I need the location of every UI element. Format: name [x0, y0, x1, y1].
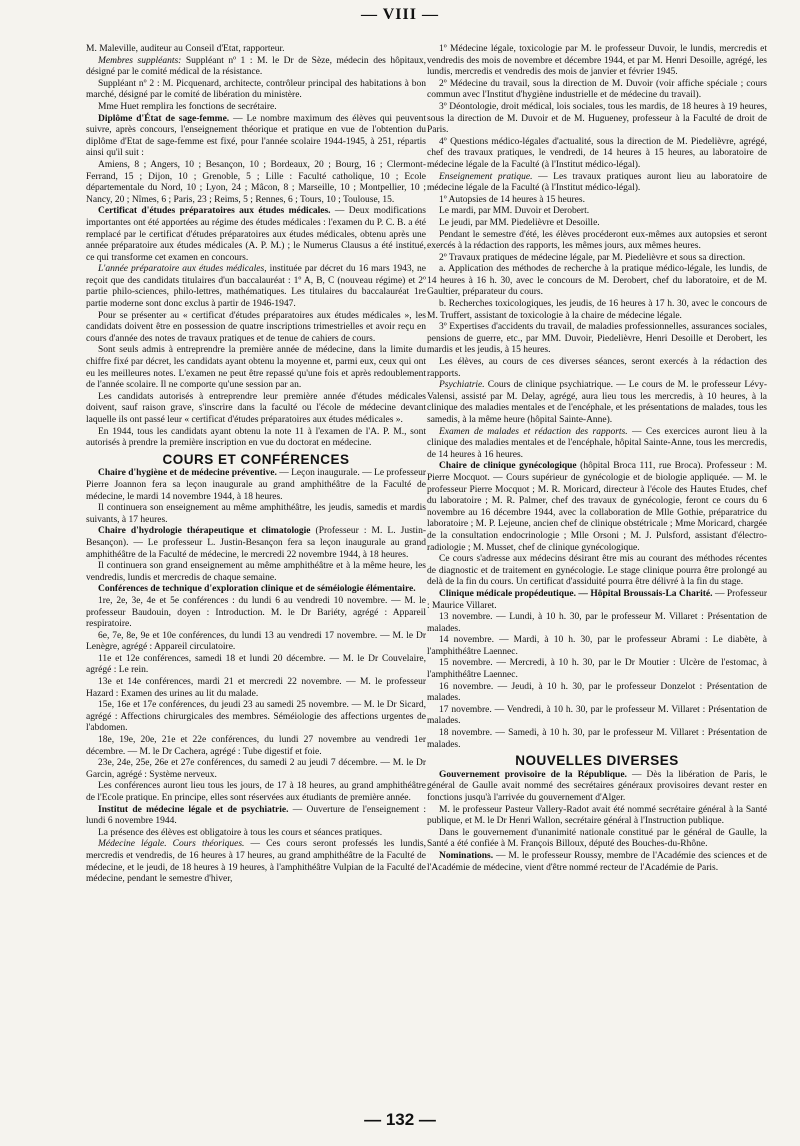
- paragraph-heading: Gouvernement provisoire de la République.: [439, 769, 627, 780]
- paragraph: [86, 311, 426, 346]
- paragraph-text: 3º Expertises d'accidents du travail, de maladies professionnelles, assurances sociales, pensions de guerre, etc., par MM. Duvoir, Piedelièvre, Henri Desoille et Derobert, les mardis et les jeudis, à 15 heures.: [427, 322, 767, 356]
- paragraph-heading: Diplôme d'État de sage-femme.: [98, 113, 230, 124]
- paragraph-text: 15 novembre. — Mercredi, à 10 h. 30, par le Dr Moutier : Ulcère de l'estomac, à l'amphithéâtre Laennec.: [427, 658, 767, 681]
- paragraph-text: — Ces cours seront professés les lundis, mercredis et vendredis, de 16 heures à 17 heures, au grand amphithéâtre de la Faculté de médecine, et le jeudi, de 18 heures à 19 heures, à l'amphithéâtre Vulpian de la Faculté de médecine, pendant le semestre d'hiver,: [86, 839, 426, 885]
- paragraph-italic-heading: Membres suppléants:: [98, 55, 182, 66]
- paragraph: [427, 230, 767, 253]
- paragraph: [427, 805, 767, 828]
- paragraph: [427, 44, 767, 79]
- paragraph: [86, 160, 426, 206]
- paragraph: [427, 253, 767, 265]
- paragraph: [427, 658, 767, 681]
- paragraph: [86, 468, 426, 503]
- paragraph: [86, 114, 426, 160]
- paragraph: [86, 805, 426, 828]
- paragraph: [427, 357, 767, 380]
- paragraph-italic-heading: L'année préparatoire aux études médicales,: [98, 264, 267, 275]
- paragraph-text: — Professeur : Maurice Villaret.: [427, 588, 767, 611]
- paragraph-text: b. Recherches toxicologiques, les jeudis, de 16 heures à 17 h. 30, avec le concours de M. Truffert, assistant de toxicologie à la chaire de médecine légale.: [427, 299, 767, 321]
- paragraph-text: Dans le gouvernement d'unanimité nationale constitué par le général de Gaulle, la Santé a été confiée à M. François Billoux, député des Bouches-du-Rhône.: [427, 827, 767, 850]
- paragraph: [86, 102, 426, 114]
- paragraph: [427, 172, 767, 195]
- paragraph-text: Mme Huet remplira les fonctions de secrétaire.: [98, 101, 277, 112]
- paragraph-text: M. Maleville, auditeur au Conseil d'Etat, rapporteur.: [86, 44, 285, 54]
- paragraph-text: a. Application des méthodes de recherche à la pratique médico-légale, les lundis, de 14 heures à 16 h. 30, avec le concours de M. Derobert, chef du laboratoire, et de M. Gaultier, préparateur du cours.: [427, 264, 767, 298]
- paragraph-italic-heading: Examen de malades et rédaction des rapports.: [439, 426, 628, 437]
- paragraph-text: Les candidats autorisés à entreprendre leur première année d'études médicales doivent, sauf raison grave, s'inscrire dans la faculté ou l'école de médecine devant laquelle ils ont passé leur « certificat d'études préparatoires aux études médicales ».: [86, 391, 426, 425]
- paragraph-italic-heading: Médecine légale. Cours théoriques.: [98, 839, 245, 850]
- paragraph: [427, 728, 767, 751]
- paragraph-text: — M. le professeur Roussy, membre de l'Académie des sciences et de l'Académie de médecine, vient d'être nommé recteur de l'Académie de Paris.: [427, 850, 767, 873]
- paragraph: [86, 735, 426, 758]
- paragraph-heading: Conférences de technique d'exploration clinique et de séméiologie élémentaire.: [98, 584, 416, 595]
- paragraph-italic-heading: Psychiatrie.: [439, 380, 485, 391]
- paragraph-heading: Certificat d'études préparatoires aux études médicales.: [98, 206, 331, 217]
- paragraph: [86, 206, 426, 264]
- paragraph-text: En 1944, tous les candidats ayant obtenu la note 11 à l'examen de l'A. P. M., sont autorisés à prendre la première inscription en vue du doctorat en médecine.: [86, 426, 426, 449]
- paragraph-text: 18 novembre. — Samedi, à 10 h. 30, par le professeur M. Villaret : Présentation de malades.: [427, 728, 767, 750]
- paragraph-heading: Chaire d'hydrologie thérapeutique et climatologie: [98, 526, 311, 537]
- paragraph-text: Sont seuls admis à entreprendre la première année de médecine, dans la limite du chiffre fixé par décret, les candidats ayant obtenu la moyenne et, parmi eux, ceux qui ont eu les meilleures notes. L'examen ne peut être repassé qu'une fois et après redoublement de l'année scolaire. Il ne comporte qu'une session par an.: [86, 345, 426, 391]
- section-title: NOUVELLES DIVERSES: [515, 753, 679, 769]
- paragraph-heading: Chaire d'hygiène et de médecine préventive.: [98, 468, 277, 479]
- paragraph: [86, 596, 426, 631]
- paragraph: [86, 345, 426, 391]
- paragraph: [86, 526, 426, 561]
- paragraph-text: Pour se présenter au « certificat d'études préparatoires aux études médicales », les candidats doivent être en possession de quatre inscriptions trimestrielles et avoir reçu en cours d'année des notes de travaux pratiques et de tenue de cahiers de cours.: [86, 310, 426, 344]
- paragraph-text: Les élèves, au cours de ces diverses séances, seront exercés à la rédaction des rapports.: [427, 357, 767, 379]
- paragraph-text: Suppléant nº 1 : M. le Dr de Sèze, médecin des hôpitaux, désigné par le comité médical de la résistance.: [86, 55, 426, 78]
- paragraph: [86, 839, 426, 885]
- left-column: [86, 44, 426, 1106]
- paragraph: [427, 322, 767, 357]
- paragraph-text: — Le nombre maximum des élèves qui peuvent suivre, après concours, l'enseignement théorique et pratique en vue de l'obtention du diplôme d'Etat de sage-femme est fixé, pour l'année scolaire 1944-1945, à 251, répartis ainsi qu'il suit :: [86, 113, 426, 159]
- paragraph: [86, 79, 426, 102]
- paragraph-text: 23e, 24e, 25e, 26e et 27e conférences, du samedi 2 au jeudi 7 décembre. — M. le Dr Garcin, agrégé : Système nerveux.: [86, 758, 426, 780]
- paragraph: [427, 79, 767, 102]
- paragraph-text: — Ces exercices auront lieu à la clinique des maladies mentales et de l'encéphale, hôpital Sainte-Anne, tous les mercredis, de 14 heures à 16 heures.: [427, 426, 767, 460]
- paragraph-text: 18e, 19e, 20e, 21e et 22e conférences, du lundi 27 novembre au vendredi 1er décembre. — M. le Dr Cachera, agrégé : Tube digestif et foie.: [86, 735, 426, 757]
- paragraph-text: Le mardi, par MM. Duvoir et Derobert.: [439, 206, 590, 217]
- paragraph-text: (hôpital Broca 111, rue Broca). Professeur : M. Pierre Mocquot. — Cours supérieur de gynécologie et de biologie appliquée. — M. le professeur Pierre Mocquot ; M. R. Moricard, directeur à l'école des Hautes Etudes, chef du laboratoire ; M. R. Palmer, chef des travaux de gynécologie, feront ce cours du 6 novembre au 16 décembre 1944, avec la collaboration de Mlle Gothie, préparatrice du laboratoire ; M. P. Lejeune, ancien chef de clinique obstétricale ; Mme Moricard, chargée de la consultation endocrinologie ; Mlle Orsoni ; M. J. Pulsford, assistant d'électro-radiologie ; M. Musset, chef de clinique gynécologique.: [427, 461, 767, 553]
- paragraph: [427, 612, 767, 635]
- paragraph: [86, 503, 426, 526]
- paragraph-italic-heading: Enseignement pratique.: [439, 171, 533, 182]
- paragraph: [427, 554, 767, 589]
- paragraph-text: — Dès la libération de Paris, le général de Gaulle avait nommé des secrétaires généraux provisoires devant rester en fonctions jusqu'à l'arrivée du gouvernement d'Alger.: [427, 769, 767, 803]
- paragraph: [427, 299, 767, 322]
- paragraph-text: 17 novembre. — Vendredi, à 10 h. 30, par le professeur M. Villaret : Présentation de malades.: [427, 704, 767, 727]
- page-number: — 132 —: [364, 1110, 436, 1129]
- paragraph: [86, 677, 426, 700]
- paragraph: [86, 781, 426, 804]
- paragraph-text: 15e, 16e et 17e conférences, du jeudi 23 au samedi 25 novembre. — M. le Dr Sicard, agrégé : Affections chirurgicales des membres. Séméiologie des affections urgentes de l'abdomen.: [86, 700, 426, 734]
- paragraph-text: — Ouverture de l'enseignement : lundi 6 novembre 1944.: [86, 804, 426, 827]
- paragraph-heading: Nominations.: [439, 850, 494, 861]
- paragraph-text: Il continuera son grand enseignement au même amphithéâtre et à la même heure, les vendredis, lundis et mercredis de chaque semaine.: [86, 561, 426, 583]
- paragraph-text: Il continuera son enseignement au même amphithéâtre, les jeudis, samedis et mardis suivants, à 17 heures.: [86, 503, 426, 525]
- paragraph-text: Suppléant nº 2 : M. Picquenard, architecte, contrôleur principal des habitations à bon marché, désigné par le comité de libération du ministère.: [86, 78, 426, 101]
- paragraph-heading: Chaire de clinique gynécologique: [439, 461, 577, 472]
- paragraph-heading: Institut de médecine légale et de psychiatrie.: [98, 804, 289, 815]
- paragraph-text: Ce cours s'adresse aux médecins désirant être mis au courant des méthodes récentes de diagnostic et de traitement en gynécologie. Le stage clinique pourra être prolongé au delà de la fin du cours. Un certificat d'assiduité pourra être délivré à la fin du stage.: [427, 554, 767, 588]
- paragraph-text: 13 novembre. — Lundi, à 10 h. 30, par le professeur M. Villaret : Présentation de malades.: [427, 612, 767, 634]
- paragraph-text: 1º Autopsies de 14 heures à 15 heures.: [439, 194, 585, 205]
- paragraph: [86, 758, 426, 781]
- paragraph-text: 6e, 7e, 8e, 9e et 10e conférences, du lundi 13 au vendredi 17 novembre. — M. le Dr Lenègre, agrégé : Appareil circulatoire.: [86, 630, 426, 653]
- paragraph-text: 3º Déontologie, droit médical, lois sociales, tous les mardis, de 18 heures à 19 heures, sous la direction de M. Duvoir et de M. Hugueney, professeur à la Faculté de droit de Paris.: [427, 101, 767, 136]
- paragraph: [427, 635, 767, 658]
- paragraph-text: (Professeur : M. L. Justin-Besançon). — Le professeur L. Justin-Besançon fera sa leçon inaugurale au grand amphithéâtre de la Faculté de médecine, le mercredi 22 novembre 1944, à 18 heures.: [86, 526, 426, 560]
- paragraph: [427, 102, 767, 137]
- paragraph: [427, 218, 767, 230]
- paragraph: [427, 461, 767, 554]
- paragraph: [86, 427, 426, 450]
- paragraph-text: instituée par décret du 16 mars 1943, ne reçoit que des candidats titulaires d'un baccalauréat : 1º A, B, C (nouveau régime) et 2º partie philo-sciences, philo-lettres, mathématiques. Les titulaires du baccalauréat 1re partie moderne sont donc exclus à partir de 1946-1947.: [86, 264, 426, 310]
- section-title: COURS ET CONFÉRENCES: [162, 451, 350, 467]
- paragraph-text: — Leçon inaugurale. — Le professeur Pierre Joannon fera sa leçon inaugurale au grand amphithéâtre de la Faculté de médecine, le mardi 14 novembre 1944, à 18 heures.: [86, 468, 426, 502]
- paragraph: [86, 584, 426, 596]
- paragraph-text: 14 novembre. — Mardi, à 10 h. 30, par le professeur Abrami : Le diabète, à l'amphithéâtre Laennec.: [427, 635, 767, 657]
- paragraph: [427, 851, 767, 874]
- paragraph: [427, 264, 767, 299]
- paragraph: [86, 631, 426, 654]
- paragraph-text: 1re, 2e, 3e, 4e et 5e conférences : du lundi 6 au vendredi 10 novembre. — M. le professeur Baudouin, doyen : Introduction. M. le Dr Bariéty, agrégé : Appareil respiratoire.: [86, 595, 426, 630]
- paragraph: [86, 828, 426, 840]
- paragraph: [427, 705, 767, 728]
- paragraph-text: — Les travaux pratiques auront lieu au laboratoire de médecine légale de la Faculté (à l'Institut médico-légal).: [427, 171, 767, 194]
- paragraph-text: Pendant le semestre d'été, les élèves procéderont eux-mêmes aux autopsies et seront exercés à la rédaction des rapports, les mêmes jours, aux mêmes heures.: [427, 229, 767, 252]
- paragraph: [427, 380, 767, 426]
- paragraph-text: Amiens, 8 ; Angers, 10 ; Besançon, 10 ; Bordeaux, 20 ; Bourg, 16 ; Clermont-Ferrand, 15 ; Dijon, 10 ; Grenoble, 5 ; Lille : Faculté catholique, 10 ; Ecole départementale du Nord, 10 ; Lyon, 24 ; Mâcon, 8 ; Marseille, 10 ; Montpellier, 10 ; Nancy, 20 ; Nîmes, 6 ; Paris, 23 ; Reims, 5 ; Rennes, 6 ; Tours, 10 ; Toulouse, 15.: [86, 159, 426, 205]
- paragraph: [427, 828, 767, 851]
- page-header-roman-numeral: — VIII —: [361, 6, 439, 23]
- paragraph-text: Le jeudi, par MM. Piedelièvre et Desoille.: [439, 217, 600, 228]
- paragraph-text: 2º Travaux pratiques de médecine légale, par M. Piedelièvre et sous sa direction.: [439, 252, 746, 263]
- paragraph: [86, 654, 426, 677]
- paragraph-heading: Clinique médicale propédeutique. — Hôpital Broussais-La Charité.: [439, 588, 713, 599]
- paragraph-text: 1º Médecine légale, toxicologie par M. le professeur Duvoir, le lundis, mercredis et vendredis des mois de novembre et décembre 1944, et par M. Henri Desoille, agrégé, les lundis, mercredis et vendredis des mois de janvier et février 1945.: [427, 44, 767, 78]
- paragraph-text: 16 novembre. — Jeudi, à 10 h. 30, par le professeur Donzelot : Présentation de malades.: [427, 681, 767, 704]
- right-column: [427, 44, 767, 1106]
- paragraph-text: M. le professeur Pasteur Vallery-Radot avait été nommé secrétaire général à la Santé publique, et M. le Dr Henri Wallon, secrétaire général à l'Instruction publique.: [427, 804, 767, 827]
- paragraph: [427, 770, 767, 805]
- paragraph-text: 4º Questions médico-légales d'actualité, sous la direction de M. Piedelièvre, agrégé, chef des travaux pratiques, le vendredi, de 14 heures à 15 heures, au laboratoire de médecine légale de la Faculté (à l'Institut médico-légal).: [427, 136, 767, 170]
- paragraph: [427, 589, 767, 612]
- paragraph: [427, 137, 767, 172]
- paragraph: [427, 206, 767, 218]
- paragraph: [86, 56, 426, 79]
- paragraph-text: 13e et 14e conférences, mardi 21 et mercredi 22 novembre. — M. le professeur Hazard : Examen des urines au lit du malade.: [86, 677, 426, 699]
- paragraph-text: Les conférences auront lieu tous les jours, de 17 à 18 heures, au grand amphithéâtre de l'Ecole pratique. En principe, elles sont réservées aux étudiants de première année.: [86, 781, 426, 803]
- paragraph-text: — Deux modifications importantes ont été apportées au régime des études médicales : l'examen du P. C. B. a été remplacé par le certificat d'études préparatoires aux études médicales, obtenu après une année préparatoire aux études médicales (A. P. M.) ; le Numerus Clausus a été institué, ce qui transforme cet examen en concours.: [86, 206, 426, 263]
- paragraph-text: 11e et 12e conférences, samedi 18 et lundi 20 décembre. — M. le Dr Couvelaire, agrégé : Le rein.: [86, 653, 426, 676]
- paragraph: [427, 682, 767, 705]
- paragraph-text: 2º Médecine du travail, sous la direction de M. Duvoir (voir affiche spéciale ; cours commun avec l'Institut d'hygiène industrielle et de médecine du travail).: [427, 78, 767, 101]
- paragraph-text: Cours de clinique psychiatrique. — Le cours de M. le professeur Lévy-Valensi, assisté par M. Delay, agrégé, aura lieu tous les mercredis, à 10 heures, à la clinique des maladies mentales et de l'encéphale, et les présentations de malades, tous les samedis, à la même heure (hôpital Sainte-Anne).: [427, 380, 767, 425]
- paragraph: [86, 561, 426, 584]
- paragraph: [427, 427, 767, 462]
- paragraph: [86, 392, 426, 427]
- paragraph: [86, 264, 426, 310]
- paragraph: [86, 700, 426, 735]
- paragraph: [427, 195, 767, 207]
- paragraph-text: La présence des élèves est obligatoire à tous les cours et séances pratiques.: [98, 827, 383, 838]
- paragraph: [86, 44, 426, 56]
